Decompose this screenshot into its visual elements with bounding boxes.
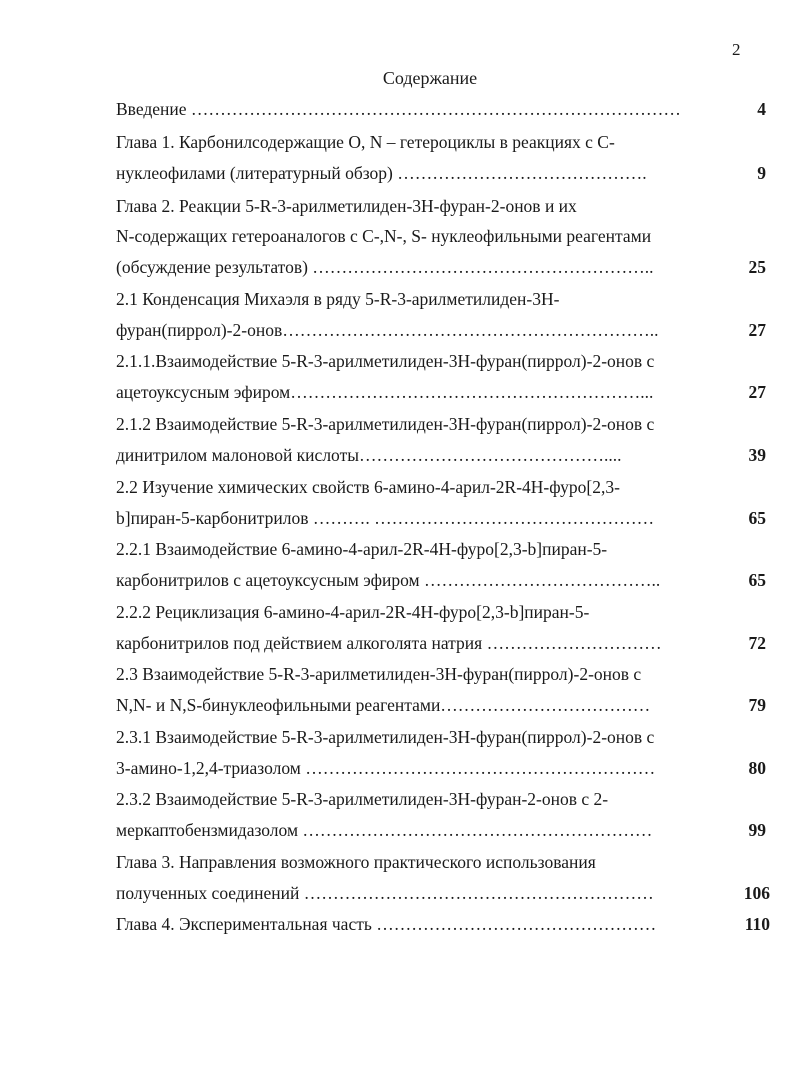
- toc-page-number: 110: [744, 914, 770, 934]
- toc-page-number: 80: [748, 758, 766, 778]
- toc-page-number: 65: [748, 508, 766, 528]
- toc-page-number: 72: [748, 633, 766, 653]
- toc-line: динитрилом малоновой кислоты……………………………………....: [116, 445, 622, 465]
- toc-line: карбонитрилов под действием алкоголята натрия …………………………: [116, 633, 662, 653]
- toc-line: Глава 2. Реакции 5-R-3-арилметилиден-3Н-фуран-2-онов и их: [116, 196, 577, 216]
- toc-page-number: 65: [748, 570, 766, 590]
- toc-line: N,N- и N,S-бинуклеофильными реагентами………………………………: [116, 695, 651, 715]
- toc-line: 2.3.1 Взаимодействие 5-R-3-арилметилиден-3Н-фуран(пиррол)-2-онов с: [116, 727, 655, 747]
- toc-line: Глава 4. Экспериментальная часть …………………………………………: [116, 914, 657, 934]
- toc-line: 2.3 Взаимодействие 5-R-3-арилметилиден-3Н-фуран(пиррол)-2-онов с: [116, 664, 642, 684]
- toc-line: (обсуждение результатов) …………………………………………………..: [116, 257, 654, 277]
- toc-page-number: 9: [757, 163, 766, 183]
- toc-line: фуран(пиррол)-2-онов………………………………………………………..: [116, 320, 659, 340]
- toc-line: 2.2.2 Рециклизация 6-амино-4-арил-2R-4Н-фуро[2,3-b]пиран-5-: [116, 602, 590, 622]
- toc-line: нуклеофилами (литературный обзор) …………………………………….: [116, 163, 647, 183]
- toc-line: 2.2 Изучение химических свойств 6-амино-4-арил-2R-4Н-фуро[2,3-: [116, 477, 620, 497]
- toc-line: Введение …………………………………………………………………………: [116, 99, 681, 119]
- toc-line: b]пиран-5-карбонитрилов ………. …………………………………………: [116, 508, 655, 528]
- toc-line: 2.1.2 Взаимодействие 5-R-3-арилметилиден-3Н-фуран(пиррол)-2-онов с: [116, 414, 655, 434]
- toc-line: полученных соединений ……………………………………………………: [116, 883, 654, 903]
- toc-page-number: 25: [748, 257, 766, 277]
- toc-page-number: 99: [748, 820, 766, 840]
- toc-line: 2.3.2 Взаимодействие 5-R-3-арилметилиден-3Н-фуран-2-онов с 2-: [116, 789, 609, 809]
- toc-title: Содержание: [382, 68, 478, 88]
- toc-line: Глава 3. Направления возможного практического использования: [116, 852, 596, 872]
- toc-page-number: 79: [748, 695, 766, 715]
- toc-line: 2.1.1.Взаимодействие 5-R-3-арилметилиден-3Н-фуран(пиррол)-2-онов с: [116, 351, 655, 371]
- toc-page-number: 27: [748, 382, 766, 402]
- toc-page-number: 27: [748, 320, 766, 340]
- toc-line: ацетоуксусным эфиром……………………………………………………...: [116, 382, 654, 402]
- toc-page-number: 4: [757, 99, 766, 119]
- toc-line: меркаптобензмидазолом ……………………………………………………: [116, 820, 653, 840]
- toc-line: 2.1 Конденсация Михаэля в ряду 5-R-3-арилметилиден-3Н-: [116, 289, 560, 309]
- toc-line: N-содержащих гетероаналогов с С-,N-, S- нуклеофильными реагентами: [116, 226, 652, 246]
- page-number: 2: [732, 40, 741, 59]
- toc-line: 2.2.1 Взаимодействие 6-амино-4-арил-2R-4Н-фуро[2,3-b]пиран-5-: [116, 539, 608, 559]
- toc-line: карбонитрилов с ацетоуксусным эфиром …………………………………..: [116, 570, 661, 590]
- toc-line: Глава 1. Карбонилсодержащие О, N – гетероциклы в реакциях с С-: [116, 132, 615, 152]
- toc-page-number: 39: [748, 445, 766, 465]
- toc-line: 3-амино-1,2,4-триазолом ……………………………………………………: [116, 758, 656, 778]
- toc-page-number: 106: [743, 883, 770, 903]
